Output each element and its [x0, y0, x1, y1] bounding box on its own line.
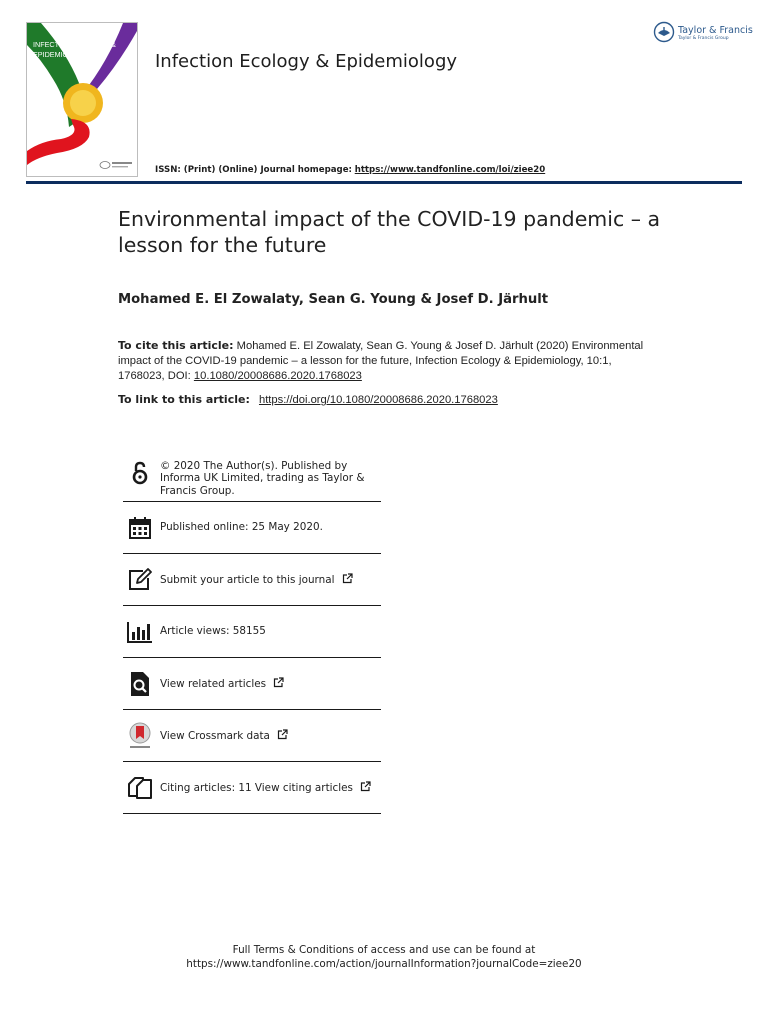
published-row — [123, 502, 381, 554]
cite-label: To cite this article: — [118, 339, 234, 352]
article-views-row — [123, 606, 381, 658]
crossmark-row[interactable] — [123, 710, 381, 762]
related-articles-label: View related articles — [160, 677, 267, 690]
link-label: To link to this article: — [118, 393, 250, 406]
header-divider — [26, 181, 742, 184]
submit-article-row[interactable] — [123, 554, 381, 606]
article-authors: Mohamed E. El Zowalaty, Sean G. Young & Josef D. Järhult — [118, 292, 549, 307]
crossmark-link[interactable] — [160, 729, 288, 742]
calendar-icon — [127, 515, 153, 541]
submit-article-link[interactable] — [160, 573, 353, 586]
link-block — [118, 393, 498, 406]
open-access-icon — [127, 460, 153, 486]
journal-title[interactable]: Infection Ecology & Epidemiology — [155, 51, 458, 72]
published-date: Published online: 25 May 2020. — [160, 521, 323, 534]
related-articles-link[interactable] — [160, 677, 284, 690]
journal-homepage-link[interactable]: https://www.tandfonline.com/loi/ziee20 — [354, 165, 546, 175]
submit-article-label: Submit your article to this journal — [160, 573, 335, 586]
external-link-icon — [342, 573, 353, 584]
doi-link[interactable]: 10.1080/20008686.2020.1768023 — [193, 370, 362, 382]
cover-title: INFECTION ECOLOGY & EPIDEMIOLOGY — [33, 40, 116, 59]
citing-articles-label: Citing articles: 11 View citing articles — [160, 781, 353, 794]
terms-footer — [0, 943, 768, 971]
article-info-list — [123, 452, 381, 814]
issn-line — [155, 165, 545, 175]
terms-text: Full Terms & Conditions of access and use can be found at — [232, 944, 536, 956]
publisher-logo[interactable] — [653, 21, 753, 47]
taylor-francis-logo-icon — [653, 21, 675, 47]
article-views: Article views: 58155 — [160, 625, 266, 638]
search-document-icon — [127, 671, 153, 697]
cite-text: Mohamed E. El Zowalaty, Sean G. Young & Josef D. Järhult (2020) Environmental impact of the COVID-19 pandemic – a lesson for the future, Infection Ecology & Epidemiology, 10:1, 1768023, DOI: — [118, 340, 644, 382]
terms-url[interactable]: https://www.tandfonline.com/action/journalInformation?journalCode=ziee20 — [186, 958, 582, 970]
external-link-icon — [360, 781, 371, 792]
related-articles-row[interactable] — [123, 658, 381, 710]
copyright-row — [123, 452, 381, 502]
citation-block — [118, 338, 658, 384]
article-doi-url-link[interactable]: https://doi.org/10.1080/20008686.2020.1768023 — [258, 394, 498, 406]
publisher-subname: Taylor & Francis Group — [678, 36, 729, 41]
article-title: Environmental impact of the COVID-19 pandemic – a lesson for the future — [118, 207, 661, 257]
citing-articles-link[interactable] — [160, 781, 371, 794]
edit-icon — [127, 567, 153, 593]
crossmark-icon — [127, 723, 153, 749]
external-link-icon — [273, 677, 284, 688]
publisher-name: Taylor & Francis — [678, 25, 753, 36]
issn-label: ISSN: (Print) (Online) Journal homepage: — [155, 165, 352, 175]
citing-articles-row[interactable] — [123, 762, 381, 814]
crossmark-label: View Crossmark data — [160, 729, 270, 742]
copyright-text: © 2020 The Author(s). Published by Informa UK Limited, trading as Taylor & Francis Group. — [160, 460, 365, 497]
citing-articles-icon — [127, 775, 153, 801]
bar-chart-icon — [127, 619, 153, 645]
external-link-icon — [277, 729, 288, 740]
journal-cover-image — [26, 22, 138, 177]
